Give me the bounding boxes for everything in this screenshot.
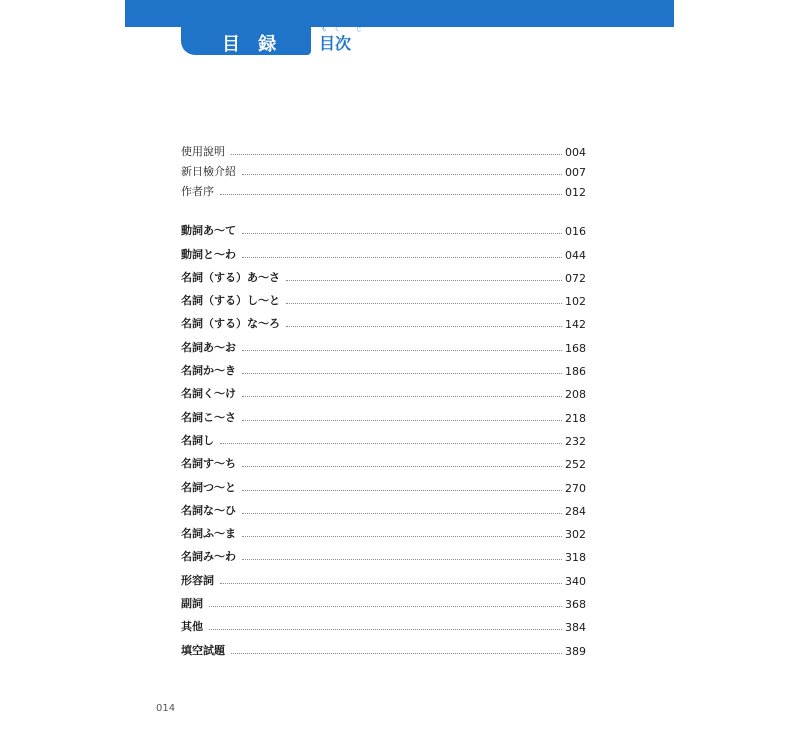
- toc-entry-page: 186: [565, 365, 586, 379]
- toc-entry-label: 動詞と～わ: [181, 247, 236, 261]
- toc-entry-label: 副詞: [181, 597, 203, 611]
- leader-dots: [220, 194, 562, 195]
- leader-dots: [286, 280, 562, 281]
- leader-dots: [242, 350, 562, 351]
- page-subtitle: 目次: [319, 34, 352, 53]
- toc-entry-page: 284: [565, 504, 586, 518]
- toc-entry-page: 208: [565, 388, 586, 402]
- toc-entry[interactable]: [181, 401, 586, 424]
- leader-dots: [242, 174, 562, 175]
- toc-entry[interactable]: [181, 331, 586, 354]
- toc-group-front-matter: [181, 139, 586, 199]
- toc-entry-label: 新日檢介紹: [181, 165, 236, 178]
- toc-entry-label: 名詞（する）あ～さ: [181, 270, 280, 284]
- toc-entry-page: 384: [565, 621, 586, 635]
- leader-dots: [286, 326, 562, 327]
- toc-entry-page: 016: [565, 225, 586, 239]
- toc-entry-label: 名詞こ～さ: [181, 410, 236, 424]
- toc-entry-page: 102: [565, 295, 586, 309]
- toc-entry[interactable]: [181, 215, 586, 238]
- toc-entry[interactable]: [181, 355, 586, 378]
- toc-entry-label: 名詞（する）し～と: [181, 294, 280, 308]
- toc-entry[interactable]: [181, 425, 586, 448]
- toc-entry-page: 012: [565, 186, 586, 199]
- toc-entry-label: 名詞つ～と: [181, 480, 236, 494]
- toc-entry-label: 名詞（する）な～ろ: [181, 317, 280, 331]
- toc-entry-label: 名詞か～き: [181, 364, 236, 378]
- toc-entry-page: 302: [565, 528, 586, 542]
- toc-entry[interactable]: [181, 611, 586, 634]
- toc-group-chapters: [181, 215, 586, 658]
- toc-entry-label: 名詞し: [181, 433, 214, 447]
- toc-entry-label: 使用說明: [181, 145, 225, 158]
- toc-entry[interactable]: [181, 285, 586, 308]
- leader-dots: [209, 606, 562, 607]
- toc-entry-page: 252: [565, 458, 586, 472]
- leader-dots: [242, 396, 562, 397]
- leader-dots: [242, 536, 562, 537]
- toc-entry[interactable]: [181, 471, 586, 494]
- leader-dots: [242, 373, 562, 374]
- leader-dots: [242, 490, 562, 491]
- toc-entry-label: 名詞み～わ: [181, 550, 236, 564]
- page-title: 目 録: [222, 34, 283, 55]
- header-bar: [125, 0, 674, 27]
- toc-entry-page: 270: [565, 481, 586, 495]
- toc-entry[interactable]: [181, 179, 586, 199]
- toc-entry-label: 形容詞: [181, 573, 214, 587]
- toc-entry-page: 218: [565, 411, 586, 425]
- toc-entry-label: 填空試題: [181, 643, 225, 657]
- toc-entry-page: 007: [565, 166, 586, 179]
- toc-entry[interactable]: [181, 262, 586, 285]
- toc-entry-page: 389: [565, 644, 586, 658]
- toc-entry[interactable]: [181, 159, 586, 179]
- toc-entry-page: 168: [565, 341, 586, 355]
- leader-dots: [242, 257, 562, 258]
- toc-entry-label: 名詞く～け: [181, 387, 236, 401]
- toc-entry-page: 232: [565, 434, 586, 448]
- toc-entry[interactable]: [181, 378, 586, 401]
- toc-entry-label: 名詞な～ひ: [181, 503, 236, 517]
- leader-dots: [209, 629, 562, 630]
- toc-entry-page: 318: [565, 551, 586, 565]
- leader-dots: [242, 513, 562, 514]
- toc-entry[interactable]: [181, 634, 586, 657]
- leader-dots: [242, 420, 562, 421]
- table-of-contents: [181, 139, 586, 658]
- leader-dots: [220, 583, 562, 584]
- toc-entry[interactable]: [181, 495, 586, 518]
- leader-dots: [242, 559, 562, 560]
- toc-entry-label: 其他: [181, 620, 203, 634]
- toc-entry-label: 作者序: [181, 185, 214, 198]
- toc-entry[interactable]: [181, 238, 586, 261]
- toc-entry-page: 044: [565, 248, 586, 262]
- subtitle-ruby: もく じ: [321, 26, 369, 33]
- leader-dots: [242, 233, 562, 234]
- toc-entry-page: 072: [565, 271, 586, 285]
- toc-entry-label: 名詞ふ～ま: [181, 527, 236, 541]
- leader-dots: [286, 303, 562, 304]
- page-number: 014: [156, 703, 176, 714]
- toc-gap: [181, 199, 586, 215]
- leader-dots: [231, 653, 562, 654]
- toc-entry[interactable]: [181, 308, 586, 331]
- toc-entry-page: 004: [565, 146, 586, 159]
- toc-entry[interactable]: [181, 564, 586, 587]
- toc-entry-page: 368: [565, 598, 586, 612]
- toc-entry-page: 340: [565, 574, 586, 588]
- toc-entry[interactable]: [181, 139, 586, 159]
- toc-entry-page: 142: [565, 318, 586, 332]
- toc-entry-label: 動詞あ～て: [181, 224, 236, 238]
- leader-dots: [220, 443, 562, 444]
- toc-entry[interactable]: [181, 448, 586, 471]
- leader-dots: [242, 466, 562, 467]
- toc-entry[interactable]: [181, 518, 586, 541]
- toc-entry[interactable]: [181, 588, 586, 611]
- toc-entry[interactable]: [181, 541, 586, 564]
- leader-dots: [231, 154, 562, 155]
- toc-entry-label: 名詞す～ち: [181, 457, 236, 471]
- toc-entry-label: 名詞あ～お: [181, 340, 236, 354]
